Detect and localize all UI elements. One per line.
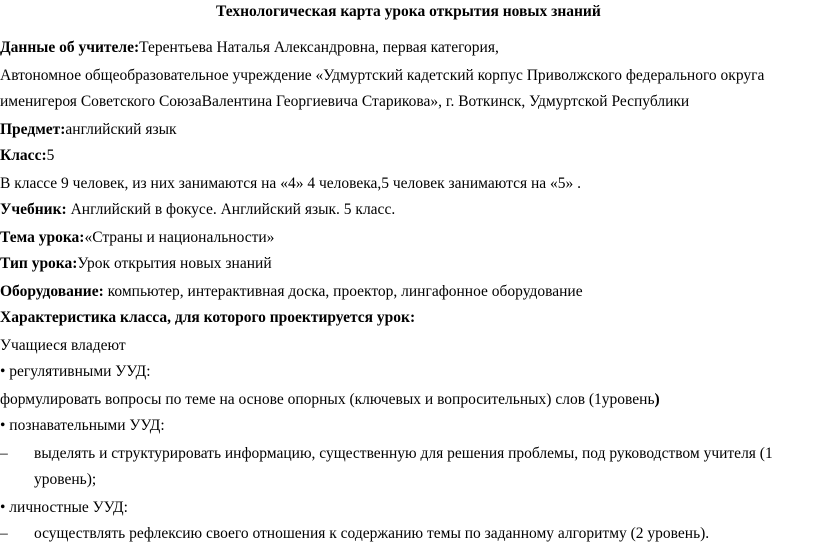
dash-bullet: – [0, 445, 8, 462]
class-value: 5 [46, 147, 55, 164]
lesson-type-line [0, 254, 272, 274]
textbook-line [0, 200, 395, 220]
regulatory-heading: • регулятивными УУД: [0, 363, 151, 380]
personal-heading: • личностные УУД: [0, 499, 128, 516]
characteristics-heading [0, 308, 415, 328]
subject-line [0, 120, 177, 140]
cognitive-heading: • познавательными УУД: [0, 417, 165, 434]
org-line-1: Автономное общеобразовательное учреждение «Удмуртский кадетский корпус Приволжского федерального округа [0, 67, 765, 84]
cognitive-item-line-1 [0, 444, 773, 464]
class-label: Класс: [0, 147, 47, 164]
topic-label: Тема урока: [0, 229, 85, 246]
characteristics-intro: Учащиеся владеют [0, 337, 126, 354]
cognitive-item-line-2: уровень); [34, 471, 97, 488]
lesson-type-label: Тип урока: [0, 255, 78, 272]
regulatory-item-end: ) [654, 391, 660, 408]
equipment-label: Оборудование: [0, 283, 104, 300]
teacher-label: Данные об учителе: [0, 39, 140, 56]
textbook-value: Английский в фокусе. Английский язык. 5 класс. [66, 201, 396, 218]
subject-label: Предмет: [0, 121, 66, 138]
topic-value: «Страны и национальности» [84, 229, 275, 246]
document-title: Технологическая карта урока открытия новых знаний [216, 3, 601, 20]
cognitive-item-text: выделять и структурировать информацию, существенную для решения проблемы, под руководством учителя (1 [34, 445, 773, 462]
teacher-line [0, 38, 499, 58]
org-line-2: именигероя Советского СоюзаВалентина Георгиевича Старикова», г. Воткинск, Удмуртской Республики [0, 93, 690, 110]
class-note: В классе 9 человек, из них занимаются на «4» 4 человека,5 человек занимаются на «5» . [0, 175, 582, 192]
personal-item [0, 524, 709, 544]
teacher-name: Терентьева Наталья Александровна, первая категория, [139, 39, 499, 56]
topic-line [0, 228, 274, 248]
dash-bullet: – [0, 525, 8, 542]
regulatory-item-text: формулировать вопросы по теме на основе опорных (ключевых и вопросительных) слов (1уровень [0, 391, 655, 408]
characteristics-heading-text: Характеристика класса, для которого проектируется урок: [0, 309, 416, 326]
equipment-line [0, 282, 583, 302]
equipment-value: компьютер, интерактивная доска, проектор, лингафонное оборудование [103, 283, 583, 300]
personal-item-text: осуществлять рефлексию своего отношения к содержанию темы по заданному алгоритму (2 уровень). [34, 525, 710, 542]
class-line [0, 146, 54, 166]
lesson-type-value: Урок открытия новых знаний [77, 255, 272, 272]
regulatory-item [0, 390, 660, 410]
subject-value: английский язык [65, 121, 177, 138]
textbook-label: Учебник: [0, 201, 67, 218]
